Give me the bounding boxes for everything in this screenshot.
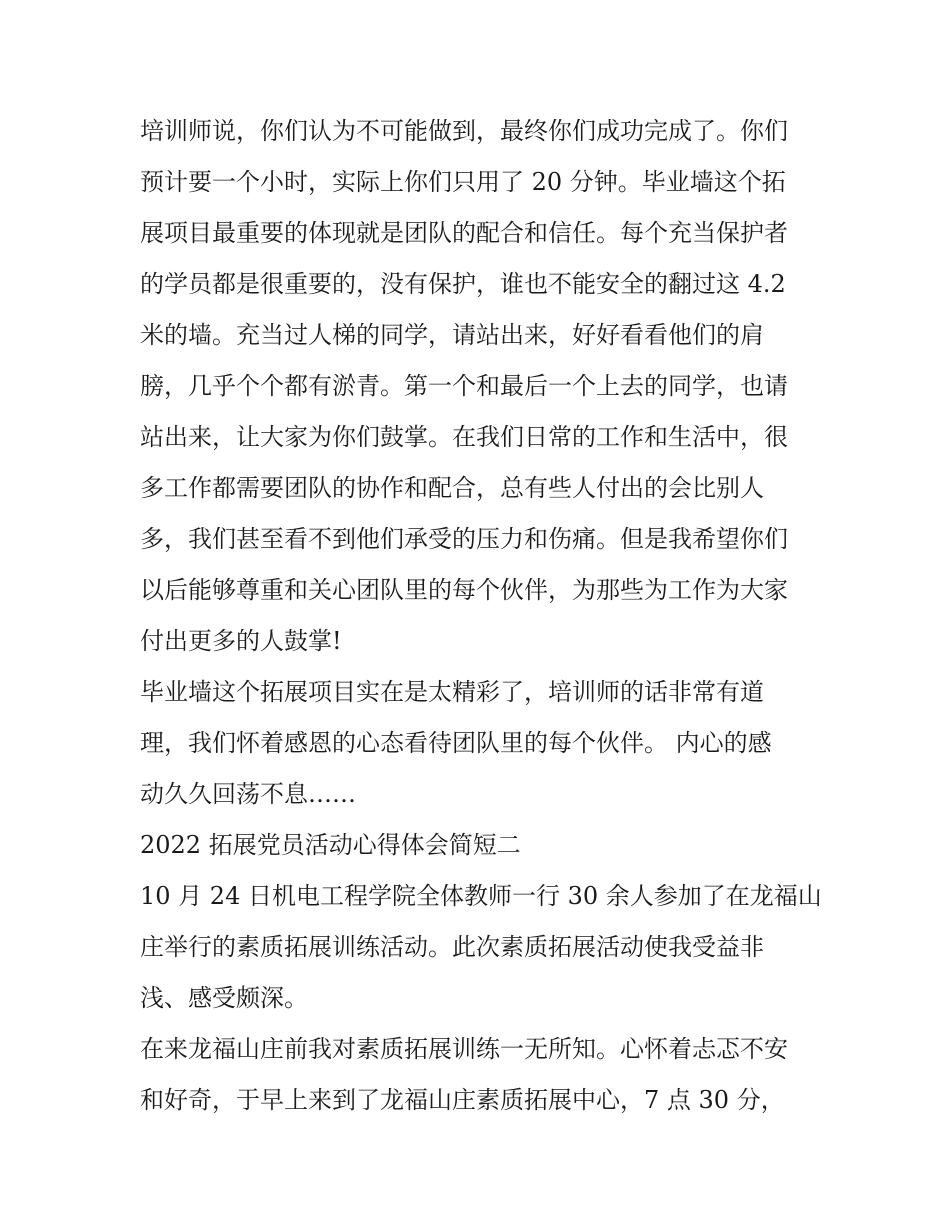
text-line: 的学员都是很重要的，没有保护，谁也不能安全的翻过这 4.2	[140, 270, 786, 298]
text-line: 预计要一个小时，实际上你们只用了 20 分钟。毕业墙这个拓	[140, 168, 786, 196]
text-line: 站出来，让大家为你们鼓掌。在我们日常的工作和生活中，很	[140, 423, 788, 451]
text-line: 动久久回荡不息……	[140, 780, 356, 808]
text-line: 膀，几乎个个都有淤青。第一个和最后一个上去的同学，也请	[140, 372, 788, 400]
text-line: 浅、感受颇深。	[140, 984, 308, 1012]
paragraph-event-intro	[140, 871, 820, 1024]
document-body	[140, 106, 820, 1126]
text-line: 10 月 24 日机电工程学院全体教师一行 30 余人参加了在龙福山	[140, 882, 822, 910]
text-line: 以后能够尊重和关心团队里的每个伙伴，为那些为工作为大家	[140, 576, 788, 604]
text-line: 和好奇，于早上来到了龙福山庄素质拓展中心，7 点 30 分，	[140, 1086, 785, 1114]
text-line: 理，我们怀着感恩的心态看待团队里的每个伙伴。 内心的感	[140, 729, 772, 757]
text-line: 培训师说，你们认为不可能做到，最终你们成功完成了。你们	[140, 117, 788, 145]
text-line: 在来龙福山庄前我对素质拓展训练一无所知。心怀着忐忑不安	[140, 1035, 788, 1063]
paragraph-reflection	[140, 667, 820, 820]
paragraph-trainer-speech	[140, 106, 820, 667]
section-heading	[140, 820, 820, 871]
heading-line: 2022 拓展党员活动心得体会简短二	[140, 831, 521, 859]
text-line: 付出更多的人鼓掌!	[140, 627, 342, 655]
paragraph-arrival	[140, 1024, 820, 1126]
text-line: 毕业墙这个拓展项目实在是太精彩了，培训师的话非常有道	[140, 678, 764, 706]
text-line: 米的墙。充当过人梯的同学，请站出来，好好看看他们的肩	[140, 321, 764, 349]
text-line: 展项目最重要的体现就是团队的配合和信任。每个充当保护者	[140, 219, 788, 247]
text-line: 多，我们甚至看不到他们承受的压力和伤痛。但是我希望你们	[140, 525, 788, 553]
text-line: 庄举行的素质拓展训练活动。此次素质拓展活动使我受益非	[140, 933, 764, 961]
text-line: 多工作都需要团队的协作和配合，总有些人付出的会比别人	[140, 474, 764, 502]
